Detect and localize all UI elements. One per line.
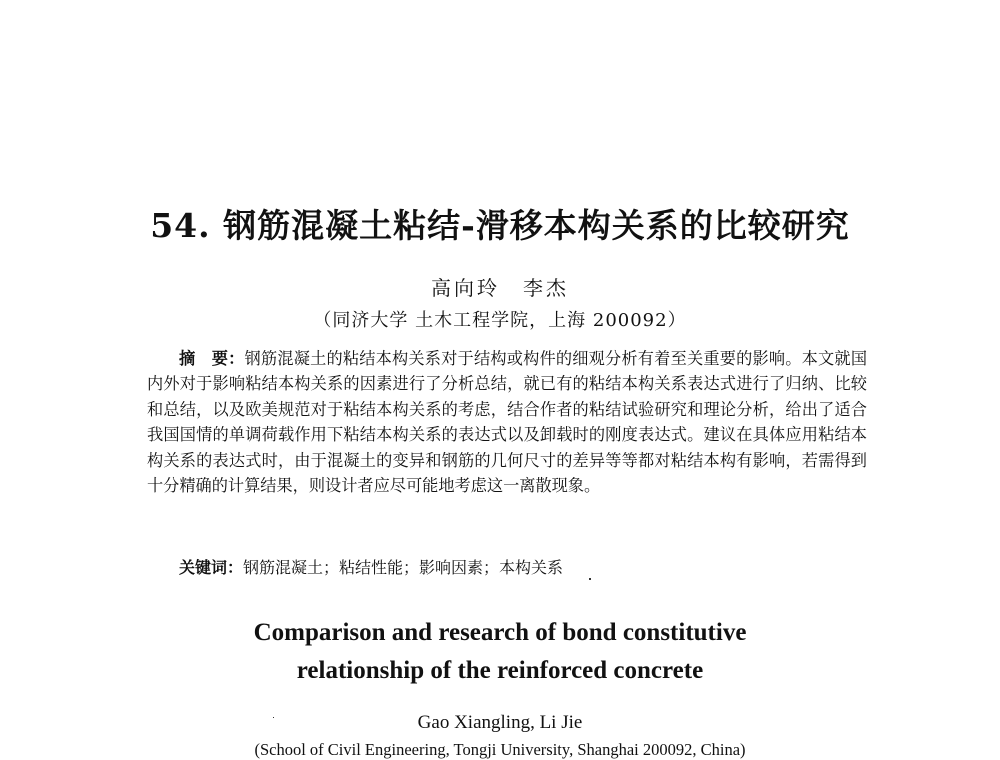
authors-cn: 高向玲 李杰 <box>431 276 569 300</box>
abstract-cn <box>147 346 867 498</box>
keywords-label-cn: 关键词： <box>179 558 244 577</box>
abstract-text-cn: 钢筋混凝土的粘结本构关系对于结构或构件的细观分析有着至关重要的影响。本文就国内外对于影响粘结本构关系的因素进行了分析总结，就已有的粘结本构关系表达式进行了归纳、比较和总结，以及欧美规范对于粘结本构关系的考虑，结合作者的粘结试验研究和理论分析，给出了适合我国国情的单调荷载作用下粘结本构关系的表达式以及卸载时的刚度表达式。建议在具体应用粘结本构关系的表达式时，由于混凝土的变异和钢筋的几何尺寸的差异等等都对粘结本构有影响，若需得到十分精确的计算结果，则设计者应尽可能地考虑这一离散现象。 <box>147 349 868 496</box>
affiliation-en: (School of Civil Engineering, Tongji University, Shanghai 200092, China) <box>254 740 746 759</box>
keywords-cn <box>179 555 563 578</box>
scan-speck <box>589 578 591 580</box>
paper-title-en <box>0 614 1000 690</box>
abstract-label-cn: 摘 要： <box>179 349 245 368</box>
paper-title-cn: 54. 钢筋混凝土粘结-滑移本构关系的比较研究 <box>150 206 850 245</box>
affiliation-cn: （同济大学 土木工程学院，上海 200092） <box>313 310 687 331</box>
paper-title-en-line1: Comparison and research of bond constitutive <box>253 619 747 646</box>
keywords-text-cn: 钢筋混凝土；粘结性能；影响因素；本构关系 <box>243 558 564 577</box>
paper-title-en-line2: relationship of the reinforced concrete <box>296 657 704 684</box>
authors-en: Gao Xiangling, Li Jie <box>417 712 583 733</box>
